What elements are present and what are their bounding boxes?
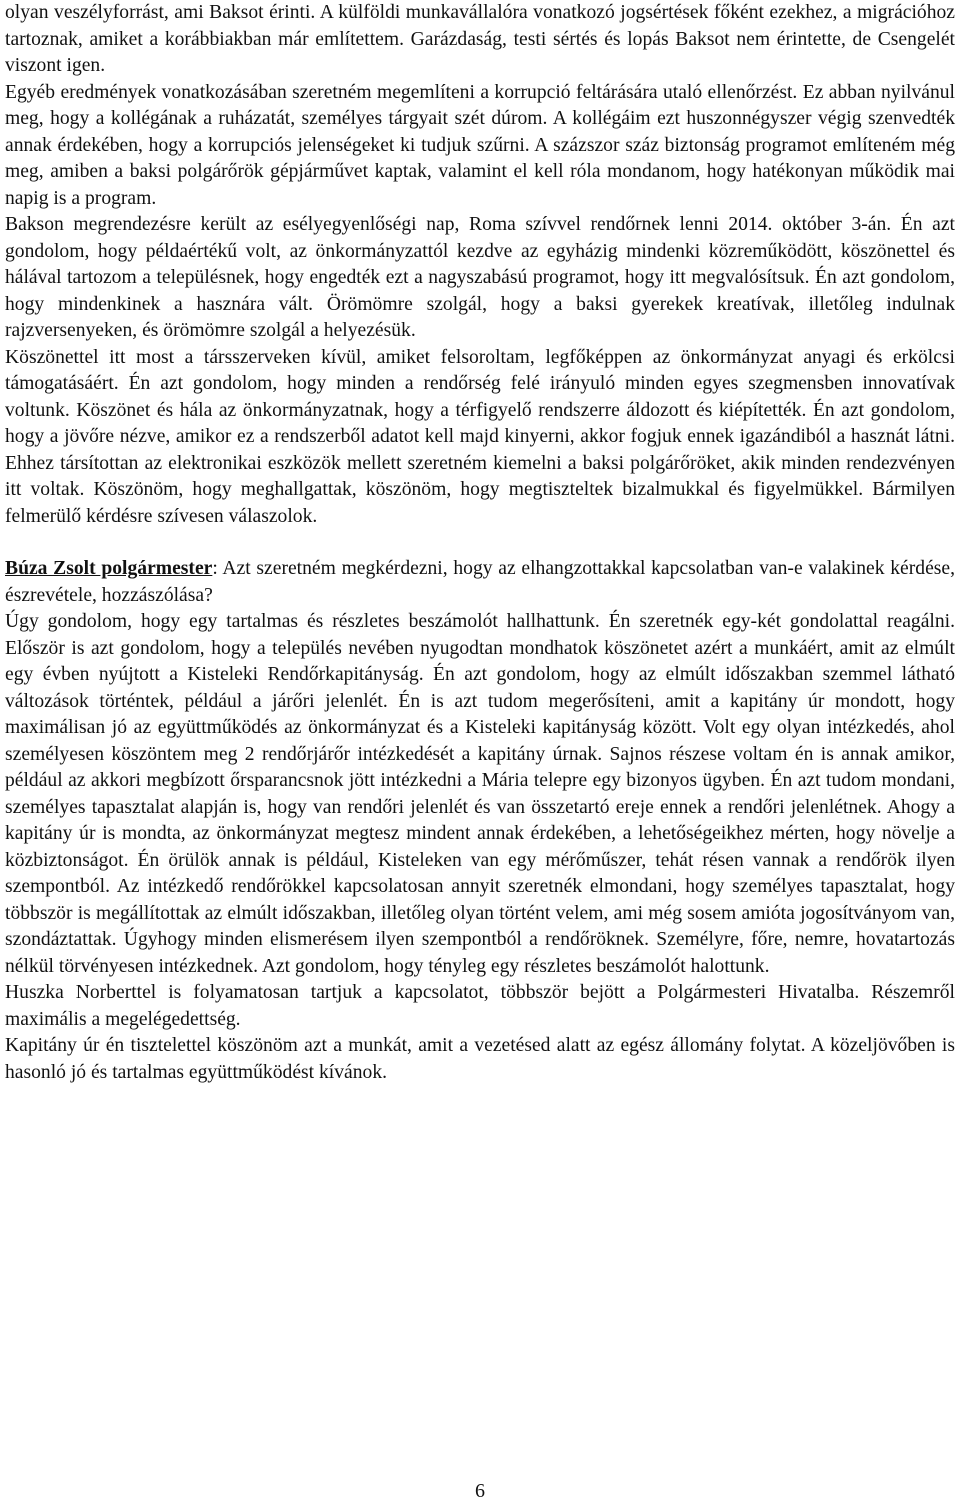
paragraph-mayor-response: Úgy gondolom, hogy egy tartalmas és részletes beszámolót hallhattunk. Én szeretnék egy-két gondolattal reagálni. Először is azt gondolom, hogy a település nevében nyugodtan mondhatok köszönetet azért a munkáért, amit az elmúlt egy évben nyújtott a Kisteleki Rendőrkapitányság. Én azt gondolom, hogy az elmúlt időszakban szemmel látható változások történtek, például a járőri jelenlét. Én is azt tudom megerősíteni, amit a kapitány úr mondott, hogy maximálisan jó az együttműködés az önkormányzat és a Kisteleki kapitányság között. Volt egy olyan intézkedés, ahol személyesen köszöntem meg 2 rendőrjárőr intézkedését a kapitány úrnak. Sajnos részese voltam én is annak amikor, például az akkori megbízott őrsparancsnok jött intézkedni a Mária telepre egy bizonyos ügyben. Én azt tudom mondani, személyes tapasztalat alapján is, hogy van rendőri jelenlét és van összetartó ereje ennek a rendőri jelenlétnek. Ahogy a kapitány úr is mondta, az önkormányzat megtesz mindent annak érdekében, a lehetőségeikhez mérten, hogy növelje a közbiztonságot. Én örülök annak is például, Kisteleken van egy mérőműszer, tehát résen vannak a rendőrök ilyen szempontból. Az intézkedő rendőrökkel kapcsolatosan annyit szeretnék elmondani, hogy személyes tapasztalat, hogy többször is megállítottak az elmúlt időszakban, illetőleg olyan történt velem, ami még sosem amióta jogosítványom van, szondáztattak. Úgyhogy minden elismerésem ilyen szempontból a rendőröknek. Személyre, főre, nemre, hovatartozás nélkül törvényesen intézkednek. Azt gondolom, hogy tényleg egy részletes beszámolót halottunk.	[5, 611, 955, 977]
paragraph-mayor-question	[5, 556, 955, 609]
paragraph-contact: Huszka Norberttel is folyamatosan tartjuk a kapcsolatot, többször bejött a Polgármesteri Hivatalba. Részemről maximális a megelégedettség.	[5, 982, 955, 1030]
paragraph-equal-opportunity-day: Bakson megrendezésre került az esélyegyenlőségi nap, Roma szívvel rendőrnek lenni 2014. október 3-án. Én azt gondolom, hogy példaértékű volt, az önkormányzattól kezdve az egyházig mindenki közreműködött, köszönettel és hálával tartozom a településnek, hogy engedték ezt a nagyszabású programot, hogy itt megvalósítsuk. Én azt gondolom, hogy mindenkinek a hasznára vált. Örömömre szolgál, hogy a baksi gyerekek kreatívak, illetőleg indulnak rajzversenyeken, és örömömre szolgál a helyezésük.	[5, 214, 955, 341]
paragraph-thanks: Köszönettel itt most a társszerveken kívül, amiket felsoroltam, legfőképpen az önkormányzat anyagi és erkölcsi támogatásáért. Én azt gondolom, hogy minden a rendőrség felé irányuló minden egyes szegmensben innovatívak voltunk. Köszönet és hála az önkormányzatnak, hogy a térfigyelő rendszerre áldozott és kiépítették. Én azt gondolom, hogy a jövőre nézve, amikor ez a rendszerből adatot kell majd kinyerni, akkor fogjuk ennek igazándiból a hasznát látni. Ehhez társítottan az elektronikai eszközök mellett szeretném kiemelni a baksi polgárőröket, akik minden rendezvényen itt voltak. Köszönöm, hogy meghallgattak, köszönöm, hogy megtiszteltek bizalmukkal és figyelmükkel. Bármilyen felmerülő kérdésre szívesen válaszolok.	[5, 346, 955, 527]
page-number: 6	[475, 1480, 485, 1502]
speaker-text: : Azt szeretném megkérdezni, hogy az elhangzottakkal kapcsolatban van-e valakinek kérdése, észrevétele, hozzászólása?	[5, 558, 955, 606]
speaker-name: Búza Zsolt polgármester	[5, 558, 213, 579]
paragraph-results: Egyéb eredmények vonatkozásában szeretném megemlíteni a korrupció feltárására utaló ellenőrzést. Ez abban nyilvánul meg, hogy a kollégának a ruházatát, személyes tárgyait szét dúrom. A kollégáim ezt huszonnégyszer végig szenvedték annak érdekében, hogy a korrupciós jelenségeket ki tudjuk szűrni. A százszor száz biztonság programot említeném még meg, amiben a baksi polgárőrök gépjárművet kaptak, valamint el kell róla mondanom, hogy hatékonyan működik mai napig is a program.	[5, 81, 955, 209]
paragraph-closing: Kapitány úr én tisztelettel köszönöm azt a munkát, amit a vezetésed alatt az egész állomány folytat. A közeljövőben is hasonló jó és tartalmas együttműködést kívánok.	[5, 1035, 955, 1083]
document-page	[5, 0, 955, 1086]
paragraph-gap	[5, 530, 955, 556]
paragraph-continuation: olyan veszélyforrást, ami Baksot érinti. A külföldi munkavállalóra vonatkozó jogsértések főként ezekhez, a migrációhoz tartoznak, amiket a korábbiakban már említettem. Garázdaság, testi sértés és lopás Baksot nem érintette, de Csengelét viszont igen.	[5, 2, 955, 76]
